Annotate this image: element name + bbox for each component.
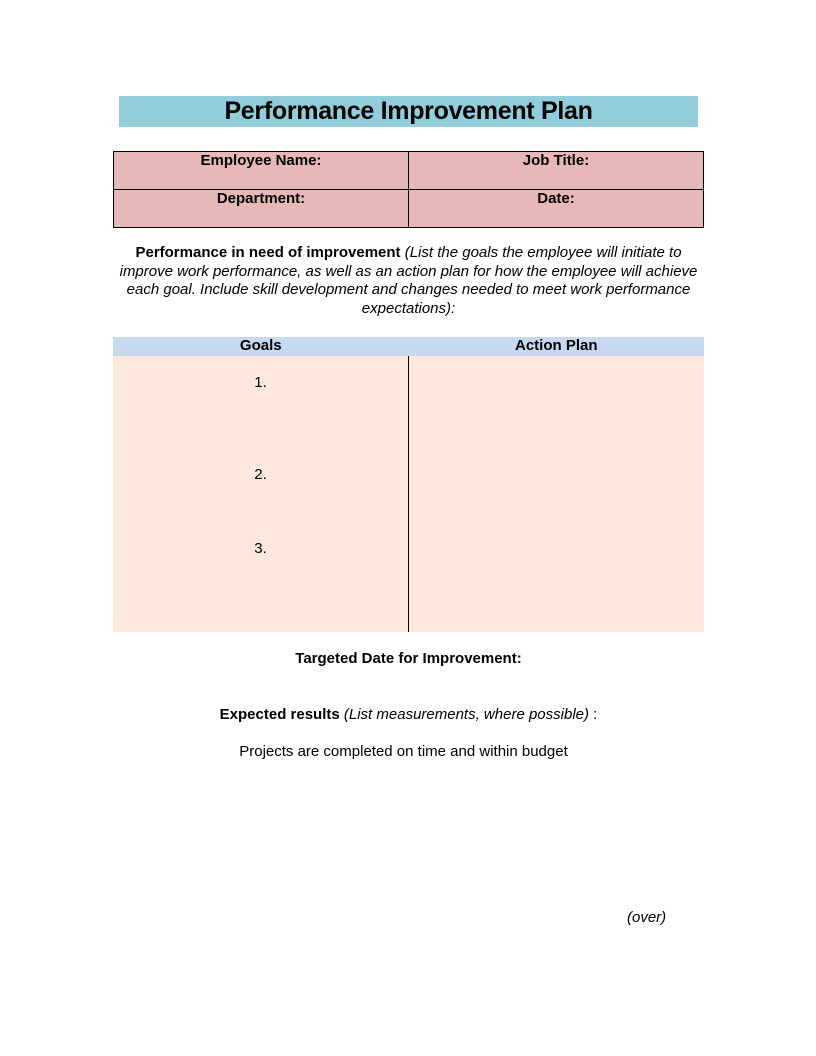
- expected-results-heading: Expected results: [219, 706, 340, 723]
- job-title-label: Job Title:: [522, 152, 590, 169]
- action-plan-column-header: Action Plan: [514, 337, 598, 354]
- goal-number-2: 2.: [254, 466, 267, 483]
- department-cell[interactable]: [114, 190, 409, 228]
- date-cell[interactable]: [409, 190, 704, 228]
- goals-table-header: [113, 337, 704, 356]
- employee-name-label: Employee Name:: [200, 152, 322, 169]
- job-title-cell[interactable]: [409, 152, 704, 190]
- date-label: Date:: [537, 190, 575, 207]
- improvement-instructions: (List the goals the employee will initiate to improve work performance, as well as an action plan for how the employee will achieve each goal. Include skill development and changes needed to meet work performance expectations):: [119, 244, 698, 317]
- expected-results-colon: :: [593, 706, 598, 723]
- page-title: Performance Improvement Plan: [224, 97, 593, 125]
- expected-results-note: (List measurements, where possible): [343, 706, 589, 723]
- over-note: (over): [627, 909, 667, 926]
- department-label: Department:: [216, 190, 306, 207]
- expected-results-line: [113, 706, 704, 723]
- expected-result-text: Projects are completed on time and within budget: [239, 743, 568, 760]
- improvement-intro: [113, 244, 704, 318]
- targeted-date-label: Targeted Date for Improvement:: [295, 650, 522, 667]
- title-banner: [119, 96, 698, 127]
- goals-column-header: Goals: [239, 337, 282, 354]
- employee-info-table: [113, 151, 704, 228]
- goal-number-3: 3.: [254, 540, 267, 557]
- goals-table-body[interactable]: [113, 356, 704, 632]
- improvement-heading: Performance in need of improvement: [135, 244, 401, 261]
- column-divider: [408, 356, 409, 632]
- employee-name-cell[interactable]: [114, 152, 409, 190]
- goal-number-1: 1.: [254, 374, 267, 391]
